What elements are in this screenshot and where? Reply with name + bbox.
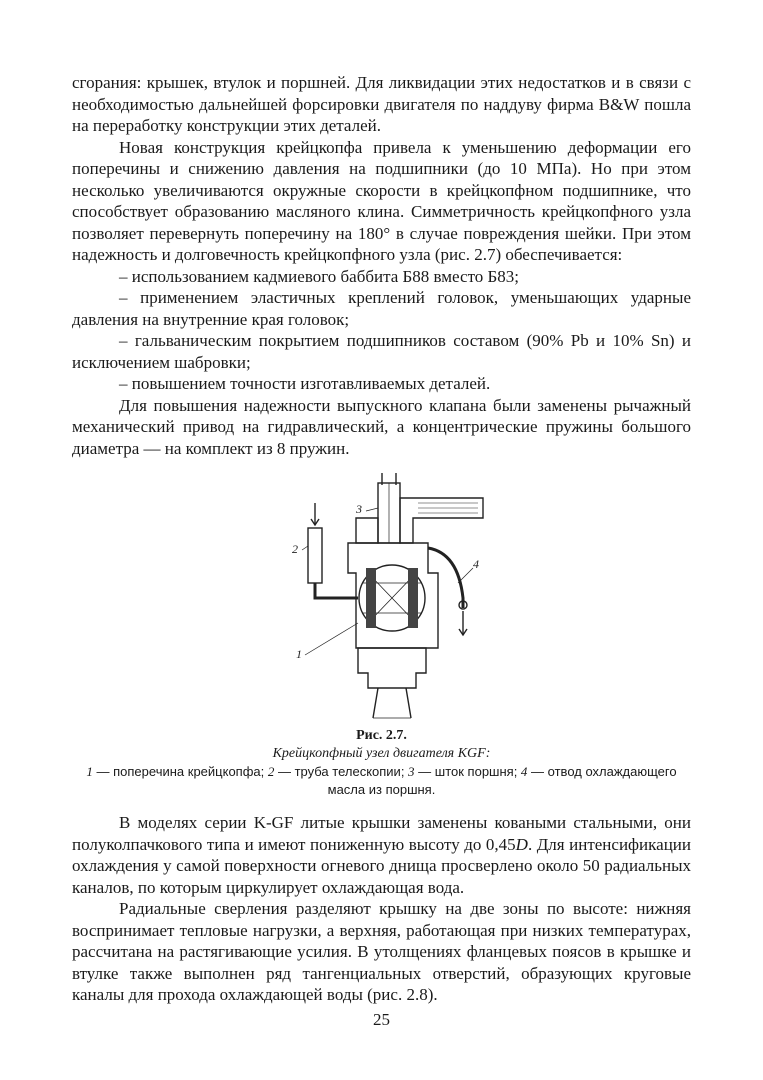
callout-3: 3 — [356, 502, 362, 516]
legend-text-1: — поперечина крейцкопфа; — [96, 764, 268, 779]
legend-num-1: 1 — [86, 764, 93, 779]
paragraph-5: Радиальные сверления разделяют крышку на две зоны по высоте: нижняя воспринимает тепловые нагрузки, а верхняя, работающая при низких температурах, рассчитана на растягивающие усилия. В утолщениях фланцевых поясов в крышке и втулке также выполнен ряд тангенциальных отверстий, образующих круговые каналы для прохода охлаждающей воды (рис. 2.8). — [72, 899, 691, 1004]
page-number: 25 — [373, 1010, 390, 1029]
paragraph-3: Для повышения надежности выпускного клапана были заменены рычажный механический привод на гидравлический, а концентрические пружины большого диаметра — на комплект из 8 пружин. — [72, 395, 691, 458]
legend-num-3: 3 — [408, 764, 415, 779]
list-item-2: – применением эластичных креплений головок, уменьшающих ударные давления на внутренние края головок; — [72, 288, 691, 329]
paragraph-1: сгорания: крышек, втулок и поршней. Для ликвидации этих недостатков и в связи с необходимостью дальнейшей форсировки двигателя по наддуву фирма B&W пошла на переработку конструкции этих деталей. — [72, 73, 691, 135]
body-text-top — [72, 72, 691, 459]
callout-1: 1 — [296, 647, 302, 661]
telescopic-pipe — [308, 528, 322, 583]
legend-text-4: — отвод охлаждающего масла из поршня. — [327, 764, 677, 797]
crosshead-diagram — [278, 473, 498, 723]
legend-text-2: — труба телескопии; — [277, 764, 409, 779]
legend-num-4: 4 — [520, 764, 528, 779]
paragraph-4-variable: D — [515, 834, 528, 854]
paragraph-2: Новая конструкция крейцкопфа привела к уменьшению деформации его поперечины и снижению давления на подшипники (до 10 МПа). Но при этом несколько увеличиваются окружные скорости в крейцкопфном подшипнике, что способствует образованию масляного клина. Симметричность крейцкопфного узла позволяет перевернуть поперечину на 180° в случае повреждения шейки. При этом надежность и долговечность крейцкопфного узла (рис. 2.7) обеспечивается: — [72, 137, 691, 264]
paragraph-4 — [72, 812, 691, 898]
lower-body — [358, 648, 426, 688]
legend-text-3: — шток поршня; — [418, 764, 521, 779]
figure-caption — [72, 727, 691, 799]
paragraph-4-part1: В моделях серии K-GF литые крышки заменены коваными стальными, они полуколпачкового типа и имеют пониженную высоту до 0,45 — [72, 813, 691, 854]
figure-title: Рис. 2.7. — [356, 728, 407, 743]
list-item-1: – использованием кадмиевого баббита Б88 вместо Б83; — [119, 266, 520, 286]
figure-name: Крейцкопфный узел двигателя KGF: — [272, 746, 491, 761]
legend-num-2: 2 — [267, 764, 275, 779]
callout-4: 4 — [473, 557, 479, 571]
oil-outlet-pipe — [428, 548, 463, 608]
list-item-4: – повышением точности изготавливаемых деталей. — [119, 374, 491, 393]
callout-2: 2 — [292, 542, 298, 556]
figure-legend — [72, 763, 691, 799]
list-item-3: – гальваническим покрытием подшипников составом (90% Pb и 10% Sn) и исключением шабровки; — [72, 331, 691, 372]
body-text-bottom — [72, 812, 691, 1006]
paragraph-4-part2: . Для интенсификации охлаждения у самой поверхности огневого днища просверлено около 50 радиальных каналов, по которым циркулирует охлаждающая вода. — [72, 834, 691, 897]
oil-outlet-block — [400, 498, 483, 543]
